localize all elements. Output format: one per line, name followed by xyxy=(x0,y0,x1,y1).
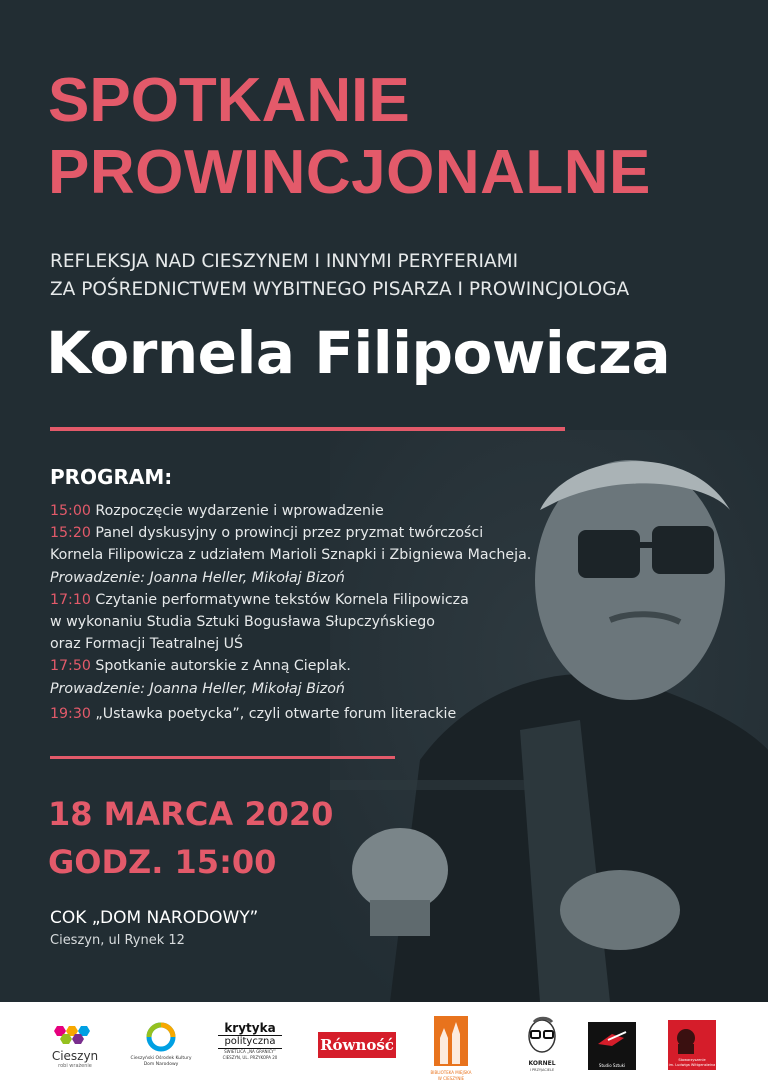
cieszyn-tagline: robi wrażenie xyxy=(58,1063,92,1069)
logo-rownosc xyxy=(318,1032,396,1058)
program-text: Spotkanie autorskie z Anną Cieplak. xyxy=(95,658,351,675)
logo-cieszyn xyxy=(50,1024,100,1074)
library-building-icon xyxy=(426,1014,476,1066)
biblioteka-line-2: W CIESZYNIE xyxy=(437,1076,465,1081)
logo-biblioteka xyxy=(426,1014,476,1082)
author-name: Kornela Filipowicza xyxy=(46,319,671,387)
stowarzyszenie-line-2: im. Ludwiga Wittgensteina xyxy=(668,1063,716,1067)
subtitle-line-1: REFLEKSJA NAD CIESZYNEM I INNYMI PERYFERIAMI xyxy=(50,251,519,272)
program-line xyxy=(50,633,610,655)
rownosc-name: Równość xyxy=(320,1036,394,1054)
program-moderation: Prowadzenie: Joanna Heller, Mikołaj Bizoń xyxy=(50,569,345,586)
title-line-1: SPOTKANIE xyxy=(48,66,410,135)
program-time: 15:20 xyxy=(50,525,91,542)
studio-name: Studio Sztuki xyxy=(598,1063,626,1068)
program-line xyxy=(50,655,610,677)
event-date xyxy=(48,790,333,886)
program-line xyxy=(50,589,610,611)
divider-bottom xyxy=(50,756,395,759)
logo-stowarzyszenie xyxy=(668,1020,716,1070)
program-line xyxy=(50,522,610,544)
program-line xyxy=(50,500,610,522)
kornel-line-2: I PRZYJACIELE xyxy=(529,1068,555,1072)
program-time: 17:50 xyxy=(50,658,91,675)
program-line xyxy=(50,703,610,725)
date-day: 18 MARCA 2020 xyxy=(48,795,334,833)
program-text: Panel dyskusyjny o prowincji przez pryzmat twórczości xyxy=(95,525,484,542)
program-time: 19:30 xyxy=(50,705,91,722)
kornel-face-icon xyxy=(522,1016,562,1056)
divider-top xyxy=(50,427,565,431)
biblioteka-line-1: BIBLIOTEKA MIEJSKA xyxy=(430,1070,472,1075)
program-moderation: Prowadzenie: Joanna Heller, Mikołaj Bizoń xyxy=(50,680,345,697)
program-text: Czytanie performatywne tekstów Kornela Filipowicza xyxy=(95,591,469,608)
stowarzyszenie-portrait-icon xyxy=(668,1020,716,1054)
cok-line-2: Dom Narodowy xyxy=(143,1062,179,1067)
logo-kornel xyxy=(522,1016,562,1082)
logo-cok xyxy=(130,1022,192,1078)
venue-address: Cieszyn, ul Rynek 12 xyxy=(50,933,185,948)
program-text: oraz Formacji Teatralnej UŚ xyxy=(50,636,244,653)
logo-studio-sztuki xyxy=(588,1022,636,1070)
cieszyn-hexagons-icon xyxy=(50,1024,100,1046)
program-text: Kornela Filipowicza z udziałem Marioli Sznapki i Zbigniewa Macheja. xyxy=(50,547,532,564)
subtitle-line-2: ZA POŚREDNICTWEM WYBITNEGO PISARZA I PROWINCJOLOGA xyxy=(50,279,630,300)
venue-name: COK „DOM NARODOWY” xyxy=(50,908,259,928)
date-hour: GODZ. 15:00 xyxy=(48,843,277,881)
program-line xyxy=(50,544,610,566)
event-title xyxy=(48,66,651,207)
title-line-2: PROWINCJONALNE xyxy=(48,138,651,207)
logo-krytyka-polityczna xyxy=(218,1022,282,1072)
program-text: w wykonaniu Studia Sztuki Bogusława Słupczyńskiego xyxy=(50,614,435,631)
event-subtitle xyxy=(50,248,629,304)
krytyka-line-1: krytyka xyxy=(224,1021,276,1035)
cok-swirl-icon xyxy=(130,1022,192,1052)
krytyka-line-4: CIESZYN, UL. PRZYKOPA 20 xyxy=(222,1055,278,1060)
program-time: 17:10 xyxy=(50,591,91,608)
program-line xyxy=(50,611,610,633)
program-heading: PROGRAM: xyxy=(50,465,173,489)
studio-mark-icon xyxy=(588,1022,636,1058)
cok-line-1: Cieszyński Ośrodek Kultury xyxy=(130,1056,192,1061)
program-time: 15:00 xyxy=(50,503,91,519)
stowarzyszenie-line-1: Stowarzyszenie xyxy=(678,1058,706,1062)
program-list xyxy=(50,500,610,725)
cieszyn-name: Cieszyn xyxy=(51,1049,99,1063)
krytyka-line-3: ŚWIETLICA „NA GRANICY” xyxy=(224,1049,276,1054)
sponsor-footer xyxy=(0,1002,768,1086)
kornel-line-1: KORNEL xyxy=(528,1060,556,1067)
program-text: „Ustawka poetycka”, czyli otwarte forum literackie xyxy=(95,705,457,722)
program-text: Rozpoczęcie wydarzenie i wprowadzenie xyxy=(95,503,384,519)
krytyka-line-2: polityczna xyxy=(218,1035,282,1049)
